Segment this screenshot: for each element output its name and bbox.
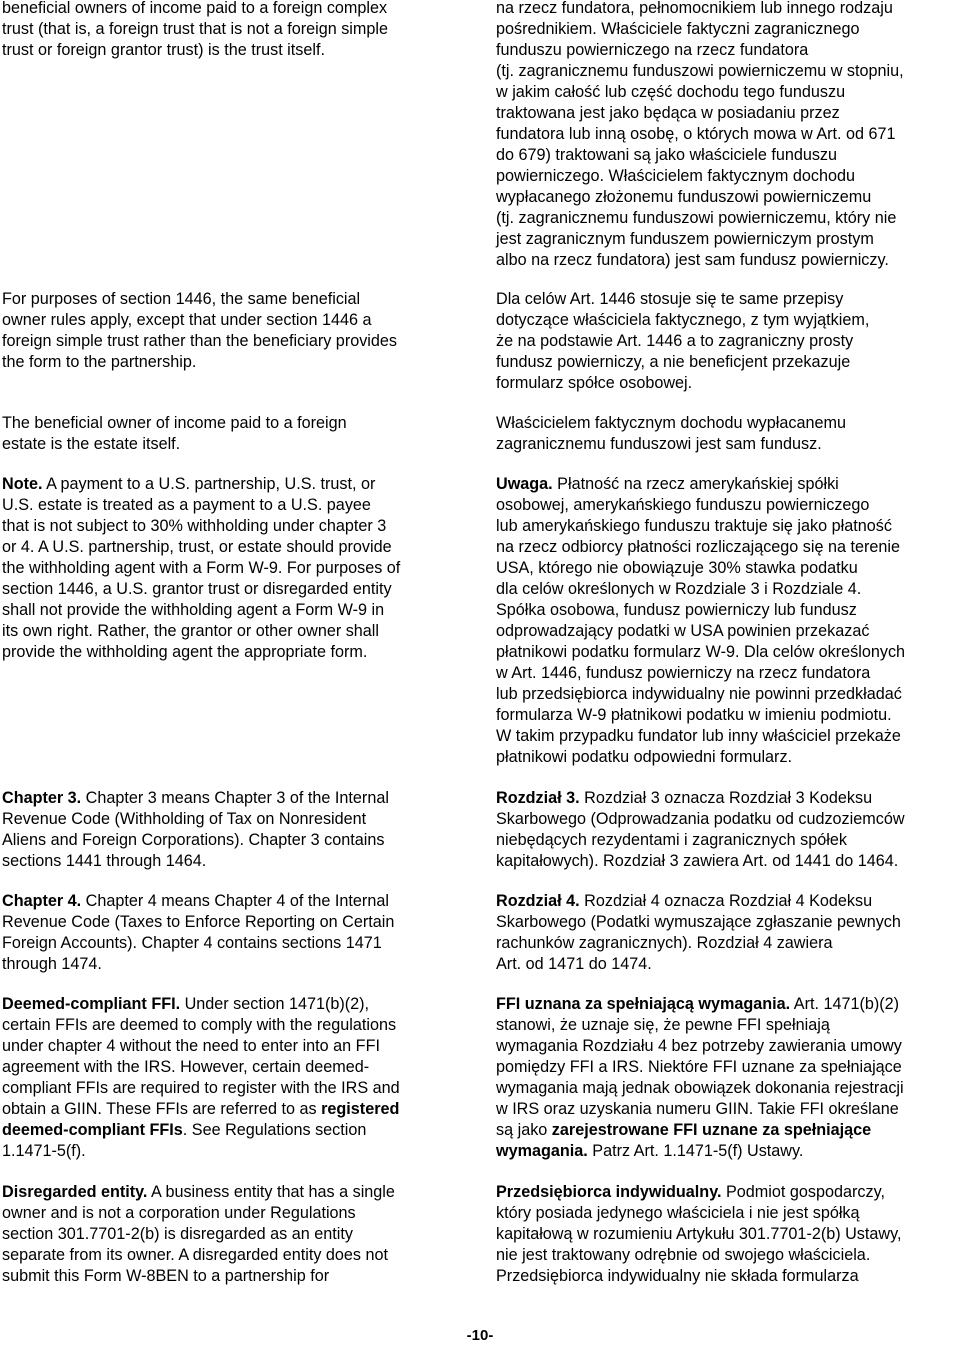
text-segment: Podmiot gospodarczy, (721, 1183, 885, 1201)
text-segment: traktowana jest jako będąca w posiadaniu przez (496, 104, 840, 122)
text-line (496, 684, 958, 705)
text-segment: na rzecz fundatora, pełnomocnikiem lub innego rodzaju (496, 0, 893, 17)
text-line (2, 434, 454, 455)
text-line (2, 495, 454, 516)
text-segment: Skarbowego (Odprowadzania podatku od cudzoziemców (496, 810, 905, 828)
text-line (496, 434, 958, 455)
text-segment: or 4. A U.S. partnership, trust, or estate should provide (2, 538, 392, 556)
text-segment: w Art. 1446, fundusz powierniczy na rzecz fundatora (496, 664, 871, 682)
term-label: FFI uznana za spełniającą wymagania. (496, 995, 791, 1013)
text-segment: lub przedsiębiorca indywidualny nie powinni przedkładać (496, 685, 902, 703)
english-paragraph (2, 474, 454, 663)
text-line (2, 1057, 454, 1078)
text-segment: provide the withholding agent the appropriate form. (2, 643, 368, 661)
polish-paragraph (496, 891, 958, 975)
text-line (2, 1120, 454, 1141)
text-segment: wypłacanego złożonemu funduszowi powierniczemu (496, 188, 872, 206)
text-segment: Art. 1471(b)(2) (790, 995, 900, 1013)
text-line (2, 1245, 454, 1266)
text-segment: jest zagranicznym funduszem powierniczym prostym (496, 230, 874, 248)
text-segment: fundusz powierniczy, a nie beneficjent przekazuje (496, 353, 851, 371)
text-line (2, 1224, 454, 1245)
text-line (496, 809, 958, 830)
text-line (496, 1266, 958, 1287)
text-line (496, 0, 958, 19)
polish-paragraph (496, 1182, 958, 1287)
text-line (2, 954, 454, 975)
text-line (496, 994, 958, 1015)
english-paragraph (2, 1182, 454, 1287)
text-segment: Revenue Code (Taxes to Enforce Reporting on Certain (2, 913, 395, 931)
text-line (496, 250, 958, 271)
text-line (496, 289, 958, 310)
text-segment: płatnikowi podatku formularz W-9. Dla celów określonych (496, 643, 906, 661)
text-segment: niebędących rezydentami i zagranicznych spółek (496, 831, 847, 849)
text-segment: Chapter 3 means Chapter 3 of the Internal (81, 789, 389, 807)
text-line (496, 1182, 958, 1203)
text-line (2, 352, 454, 373)
text-segment: obtain a GIIN. These FFIs are referred to as (2, 1100, 322, 1118)
text-line (2, 912, 454, 933)
text-line (496, 788, 958, 809)
text-segment: W takim przypadku fundator lub inny właściciel przekaże (496, 727, 901, 745)
text-line (2, 413, 454, 434)
text-segment: który posiada jedynego właściciela i nie jest spółką (496, 1204, 860, 1222)
polish-paragraph (496, 0, 958, 271)
text-line (496, 747, 958, 768)
text-segment: formularza W-9 płatnikowi podatku w imieniu podmiotu. (496, 706, 892, 724)
text-segment: wymagania mają jednak obowiązek dokonania rejestracji (496, 1079, 904, 1097)
text-segment: section 1446, a U.S. grantor trust or disregarded entity (2, 580, 392, 598)
term-label: Deemed-compliant FFI. (2, 995, 181, 1013)
text-line (2, 809, 454, 830)
term-label: Disregarded entity. (2, 1183, 148, 1201)
text-line (2, 830, 454, 851)
term-label: Rozdział 4. (496, 892, 580, 910)
text-line (2, 851, 454, 872)
text-segment: trust (that is, a foreign trust that is not a foreign simple (2, 20, 388, 38)
text-segment: w IRS oraz uzyskania numeru GIIN. Takie FFI określane (496, 1100, 899, 1118)
text-line (496, 103, 958, 124)
text-segment: The beneficial owner of income paid to a foreign (2, 414, 347, 432)
text-segment: trust or foreign grantor trust) is the trust itself. (2, 41, 325, 59)
text-segment: foreign simple trust rather than the beneficiary provides (2, 332, 397, 350)
bold-term: registered (321, 1100, 400, 1118)
text-line (496, 579, 958, 600)
text-line (496, 352, 958, 373)
text-segment: płatnikowi podatku odpowiedni formularz. (496, 748, 793, 766)
text-line (496, 413, 958, 434)
text-line (496, 663, 958, 684)
text-line (496, 1203, 958, 1224)
text-segment: shall not provide the withholding agent a Form W-9 in (2, 601, 385, 619)
text-line (2, 600, 454, 621)
text-segment: rachunków zagranicznych). Rozdział 4 zawiera (496, 934, 833, 952)
text-segment: agreement with the IRS. However, certain deemed- (2, 1058, 370, 1076)
text-segment: zagranicznemu funduszowi jest sam fundusz. (496, 435, 822, 453)
text-line (2, 1078, 454, 1099)
text-line (2, 40, 454, 61)
polish-paragraph (496, 994, 958, 1162)
text-line (496, 1245, 958, 1266)
text-line (496, 1224, 958, 1245)
text-segment: że na podstawie Art. 1446 a to zagraniczny prosty (496, 332, 854, 350)
english-paragraph (2, 891, 454, 975)
text-segment: Spółka osobowa, fundusz powierniczy lub fundusz (496, 601, 857, 619)
text-segment: Dla celów Art. 1446 stosuje się te same przepisy (496, 290, 844, 308)
text-segment: Revenue Code (Withholding of Tax on Nonresident (2, 810, 367, 828)
text-segment: . See Regulations section (182, 1121, 367, 1139)
text-line (2, 1141, 454, 1162)
polish-paragraph (496, 474, 958, 768)
text-line (496, 621, 958, 642)
text-segment: the withholding agent with a Form W-9. For purposes of (2, 559, 401, 577)
text-line (496, 1120, 958, 1141)
text-segment: (tj. zagranicznemu funduszowi powierniczemu, który nie (496, 209, 897, 227)
text-line (496, 82, 958, 103)
text-line (496, 1057, 958, 1078)
text-line (496, 229, 958, 250)
text-segment: under chapter 4 without the need to enter into an FFI (2, 1037, 380, 1055)
text-segment: Foreign Accounts). Chapter 4 contains sections 1471 (2, 934, 382, 952)
text-segment: Skarbowego (Podatki wymuszające zgłaszanie pewnych (496, 913, 901, 931)
text-segment: do 679) traktowani są jako właściciele funduszu (496, 146, 838, 164)
term-label: Rozdział 3. (496, 789, 580, 807)
text-line (496, 331, 958, 352)
text-line (2, 579, 454, 600)
text-segment: formularz spółce osobowej. (496, 374, 693, 392)
text-line (2, 310, 454, 331)
bold-term: zarejestrowane FFI uznane za spełniające (551, 1121, 872, 1139)
term-label: Chapter 4. (2, 892, 82, 910)
text-segment: (tj. zagranicznemu funduszowi powierniczemu w stopniu, (496, 62, 904, 80)
text-segment: owner rules apply, except that under section 1446 a (2, 311, 372, 329)
text-segment: A business entity that has a single (147, 1183, 395, 1201)
text-segment: sections 1441 through 1464. (2, 852, 207, 870)
text-line (496, 558, 958, 579)
english-paragraph (2, 0, 454, 61)
text-segment: estate is the estate itself. (2, 435, 181, 453)
text-segment: wymagania Rozdziału 4 bez potrzeby zawierania umowy (496, 1037, 902, 1055)
text-segment: Płatność na rzecz amerykańskiej spółki (552, 475, 839, 493)
text-line (496, 726, 958, 747)
text-segment: separate from its owner. A disregarded entity does not (2, 1246, 389, 1264)
term-label: Note. (2, 475, 43, 493)
text-line (496, 600, 958, 621)
text-line (2, 0, 454, 19)
text-line (496, 537, 958, 558)
page-number: -10- (466, 1327, 494, 1344)
text-segment: Chapter 4 means Chapter 4 of the Internal (81, 892, 389, 910)
polish-paragraph (496, 413, 958, 455)
text-line (2, 933, 454, 954)
polish-paragraph (496, 289, 958, 394)
text-line (496, 208, 958, 229)
text-line (2, 1182, 454, 1203)
text-segment: powierniczego. Właścicielem faktycznym dochodu (496, 167, 855, 185)
text-segment: osobowej, amerykańskiego funduszu powierniczego (496, 496, 870, 514)
text-line (496, 912, 958, 933)
english-paragraph (2, 788, 454, 872)
text-segment: compliant FFIs are required to register with the IRS and (2, 1079, 400, 1097)
text-line (2, 474, 454, 495)
text-line (2, 1036, 454, 1057)
text-segment: through 1474. (2, 955, 102, 973)
text-line (496, 19, 958, 40)
text-segment: są jako (496, 1121, 552, 1139)
text-segment: submit this Form W-8BEN to a partnership for (2, 1267, 330, 1285)
text-segment: For purposes of section 1446, the same beneficial (2, 290, 361, 308)
text-line (496, 124, 958, 145)
english-paragraph (2, 994, 454, 1162)
text-segment: its own right. Rather, the grantor or other owner shall (2, 622, 379, 640)
english-paragraph (2, 413, 454, 455)
text-segment: that is not subject to 30% withholding under chapter 3 (2, 517, 387, 535)
english-paragraph (2, 289, 454, 373)
text-line (496, 705, 958, 726)
text-line (2, 1099, 454, 1120)
text-line (2, 331, 454, 352)
text-line (2, 788, 454, 809)
text-line (2, 1266, 454, 1287)
bold-term: wymagania. (496, 1142, 588, 1160)
text-segment: Przedsiębiorca indywidualny nie składa formularza (496, 1267, 859, 1285)
text-segment: pomiędzy FFI a IRS. Niektóre FFI uznane za spełniające (496, 1058, 902, 1076)
text-segment: kapitałowych). Rozdział 3 zawiera Art. od 1441 do 1464. (496, 852, 899, 870)
text-segment: fundatora lub inną osobę, o których mowa w Art. od 671 (496, 125, 896, 143)
text-line (496, 495, 958, 516)
text-line (2, 558, 454, 579)
text-line (2, 1015, 454, 1036)
text-segment: the form to the partnership. (2, 353, 197, 371)
text-segment: Aliens and Foreign Corporations). Chapter 3 contains (2, 831, 385, 849)
text-segment: albo na rzecz fundatora) jest sam fundusz powierniczy. (496, 251, 889, 269)
text-line (2, 516, 454, 537)
text-segment: pośrednikiem. Właściciele faktyczni zagranicznego (496, 20, 860, 38)
text-line (2, 891, 454, 912)
text-segment: stanowi, że uznaje się, że pewne FFI spełniają (496, 1016, 830, 1034)
text-line (496, 166, 958, 187)
text-segment: w jakim całość lub część dochodu tego funduszu (496, 83, 846, 101)
text-segment: kapitałową w rozumieniu Artykułu 301.7701-2(b) Ustawy, (496, 1225, 902, 1243)
text-line (496, 1036, 958, 1057)
text-line (496, 187, 958, 208)
text-segment: dla celów określonych w Rozdziale 3 i Rozdziale 4. (496, 580, 862, 598)
text-line (496, 954, 958, 975)
text-segment: beneficial owners of income paid to a foreign complex (2, 0, 388, 17)
text-line (2, 1203, 454, 1224)
text-line (496, 1078, 958, 1099)
term-label: Chapter 3. (2, 789, 82, 807)
text-line (496, 933, 958, 954)
term-label: Uwaga. (496, 475, 553, 493)
text-segment: section 301.7701-2(b) is disregarded as an entity (2, 1225, 353, 1243)
text-segment: lub amerykańskiego funduszu traktuje się jako płatność (496, 517, 892, 535)
text-line (496, 310, 958, 331)
text-segment: Art. od 1471 do 1474. (496, 955, 652, 973)
text-line (2, 994, 454, 1015)
text-segment: Under section 1471(b)(2), (180, 995, 370, 1013)
term-label: Przedsiębiorca indywidualny. (496, 1183, 722, 1201)
text-segment: Właścicielem faktycznym dochodu wypłacanemu (496, 414, 846, 432)
text-segment: Rozdział 4 oznacza Rozdział 4 Kodeksu (579, 892, 873, 910)
text-segment: Rozdział 3 oznacza Rozdział 3 Kodeksu (579, 789, 873, 807)
polish-paragraph (496, 788, 958, 872)
text-line (496, 474, 958, 495)
bold-term: deemed-compliant FFIs (2, 1121, 183, 1139)
text-segment: funduszu powierniczego na rzecz fundatora (496, 41, 809, 59)
text-line (496, 1099, 958, 1120)
text-line (496, 1141, 958, 1162)
text-segment: certain FFIs are deemed to comply with the regulations (2, 1016, 397, 1034)
text-line (2, 537, 454, 558)
text-line (496, 516, 958, 537)
text-segment: A payment to a U.S. partnership, U.S. trust, or (42, 475, 376, 493)
text-segment: na rzecz odbiorcy płatności rozliczającego się na terenie (496, 538, 900, 556)
text-line (496, 830, 958, 851)
text-segment: nie jest traktowany odrębnie od swojego właściciela. (496, 1246, 871, 1264)
text-line (496, 642, 958, 663)
text-line (496, 145, 958, 166)
text-line (2, 19, 454, 40)
text-line (496, 851, 958, 872)
text-segment: U.S. estate is treated as a payment to a U.S. payee (2, 496, 371, 514)
text-segment: Patrz Art. 1.1471-5(f) Ustawy. (587, 1142, 804, 1160)
text-segment: owner and is not a corporation under Regulations (2, 1204, 356, 1222)
text-line (496, 891, 958, 912)
text-line (2, 289, 454, 310)
text-segment: odprowadzający podatki w USA powinien przekazać (496, 622, 870, 640)
text-line (496, 1015, 958, 1036)
text-line (496, 373, 958, 394)
text-segment: 1.1471-5(f). (2, 1142, 86, 1160)
text-line (2, 621, 454, 642)
text-line (496, 61, 958, 82)
text-segment: dotyczące właściciela faktycznego, z tym wyjątkiem, (496, 311, 870, 329)
text-segment: USA, którego nie obowiązuje 30% stawka podatku (496, 559, 858, 577)
text-line (2, 642, 454, 663)
text-line (496, 40, 958, 61)
